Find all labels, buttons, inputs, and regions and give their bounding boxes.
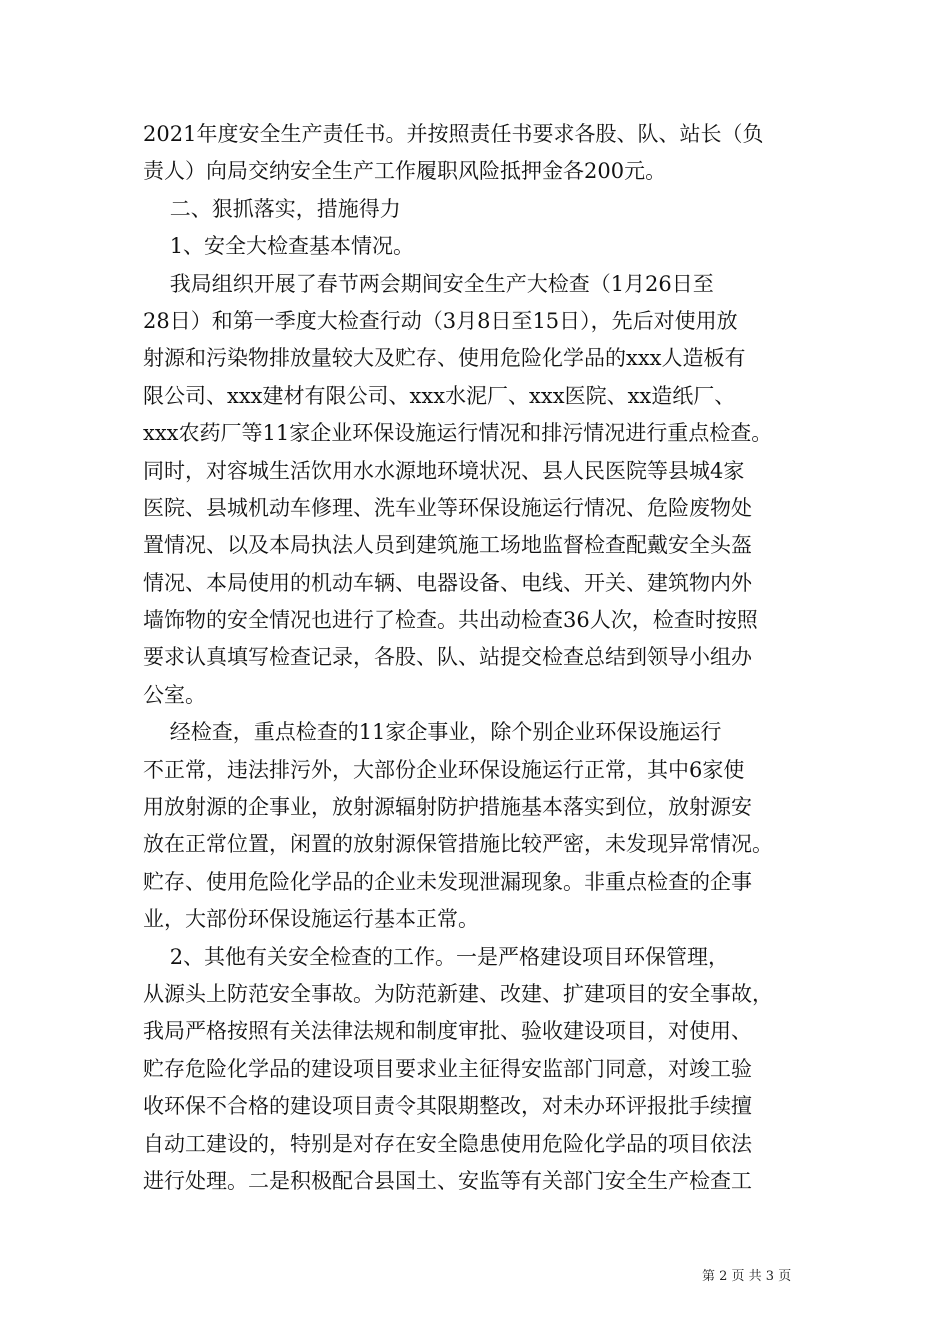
text-line: 2021年度安全生产责任书。并按照责任书要求各股、队、站长（负 [143,122,764,146]
text-line: 自动工建设的，特别是对存在安全隐患使用危险化学品的项目依法 [143,1131,752,1156]
text-line: 我局严格按照有关法律法规和制度审批、验收建设项目，对使用、 [143,1019,752,1044]
text-line: 置情况、以及本局执法人员到建筑施工场地监督检查配戴安全头盔 [143,533,752,558]
subsection-heading: 1、安全大检查基本情况。 [143,234,415,259]
text-line: 情况、本局使用的机动车辆、电器设备、电线、开关、建筑物内外 [143,570,752,595]
text-line: 贮存、使用危险化学品的企业未发现泄漏现象。非重点检查的企事 [143,869,752,894]
text-line: 墙饰物的安全情况也进行了检查。共出动检查36人次，检查时按照 [143,608,758,633]
text-line: 不正常，违法排污外，大部份企业环保设施运行正常，其中6家使 [143,757,745,782]
text-line: 2、其他有关安全检查的工作。一是严格建设项目环保管理， [143,944,730,969]
text-line: 收环保不合格的建设项目责令其限期整改，对未办环评报批手续擅 [143,1094,752,1119]
page-number: 第 2 页 共 3 页 [702,1269,792,1284]
text-line: 用放射源的企事业，放射源辐射防护措施基本落实到位，放射源安 [143,795,752,820]
document-body [143,116,813,1200]
section-heading: 二、狠抓落实，措施得力 [143,196,401,221]
text-line: 限公司、xxx建材有限公司、xxx水泥厂、xxx医院、xx造纸厂、 [143,383,736,408]
text-line: 贮存危险化学品的建设项目要求业主征得安监部门同意，对竣工验 [143,1056,752,1081]
text-line: 28日）和第一季度大检查行动（3月8日至15日），先后对使用放 [143,308,738,333]
text-line: 公室。 [143,682,206,707]
text-line: 进行处理。二是积极配合县国土、安监等有关部门安全生产检查工 [143,1168,752,1193]
text-line: 同时，对容城生活饮用水水源地环境状况、县人民医院等县城4家 [143,458,745,483]
text-line: 从源头上防范安全事故。为防范新建、改建、扩建项目的安全事故， [143,981,773,1006]
text-line: 经检查，重点检查的11家企事业，除个别企业环保设施运行 [143,720,722,745]
text-line: xxx农药厂等11家企业环保设施运行情况和排污情况进行重点检查。 [143,421,773,446]
text-line: 放在正常位置，闲置的放射源保管措施比较严密，未发现异常情况。 [143,832,773,857]
text-line: 我局组织开展了春节两会期间安全生产大检查（1月26日至 [143,271,714,296]
text-line: 责人）向局交纳安全生产工作履职风险抵押金各200元。 [143,159,667,184]
text-line: 要求认真填写检查记录，各股、队、站提交检查总结到领导小组办 [143,645,752,670]
text-line: 射源和污染物排放量较大及贮存、使用危险化学品的xxx人造板有 [143,346,746,371]
text-line: 业，大部份环保设施运行基本正常。 [143,907,479,932]
text-line: 医院、县城机动车修理、洗车业等环保设施运行情况、危险废物处 [143,495,752,520]
